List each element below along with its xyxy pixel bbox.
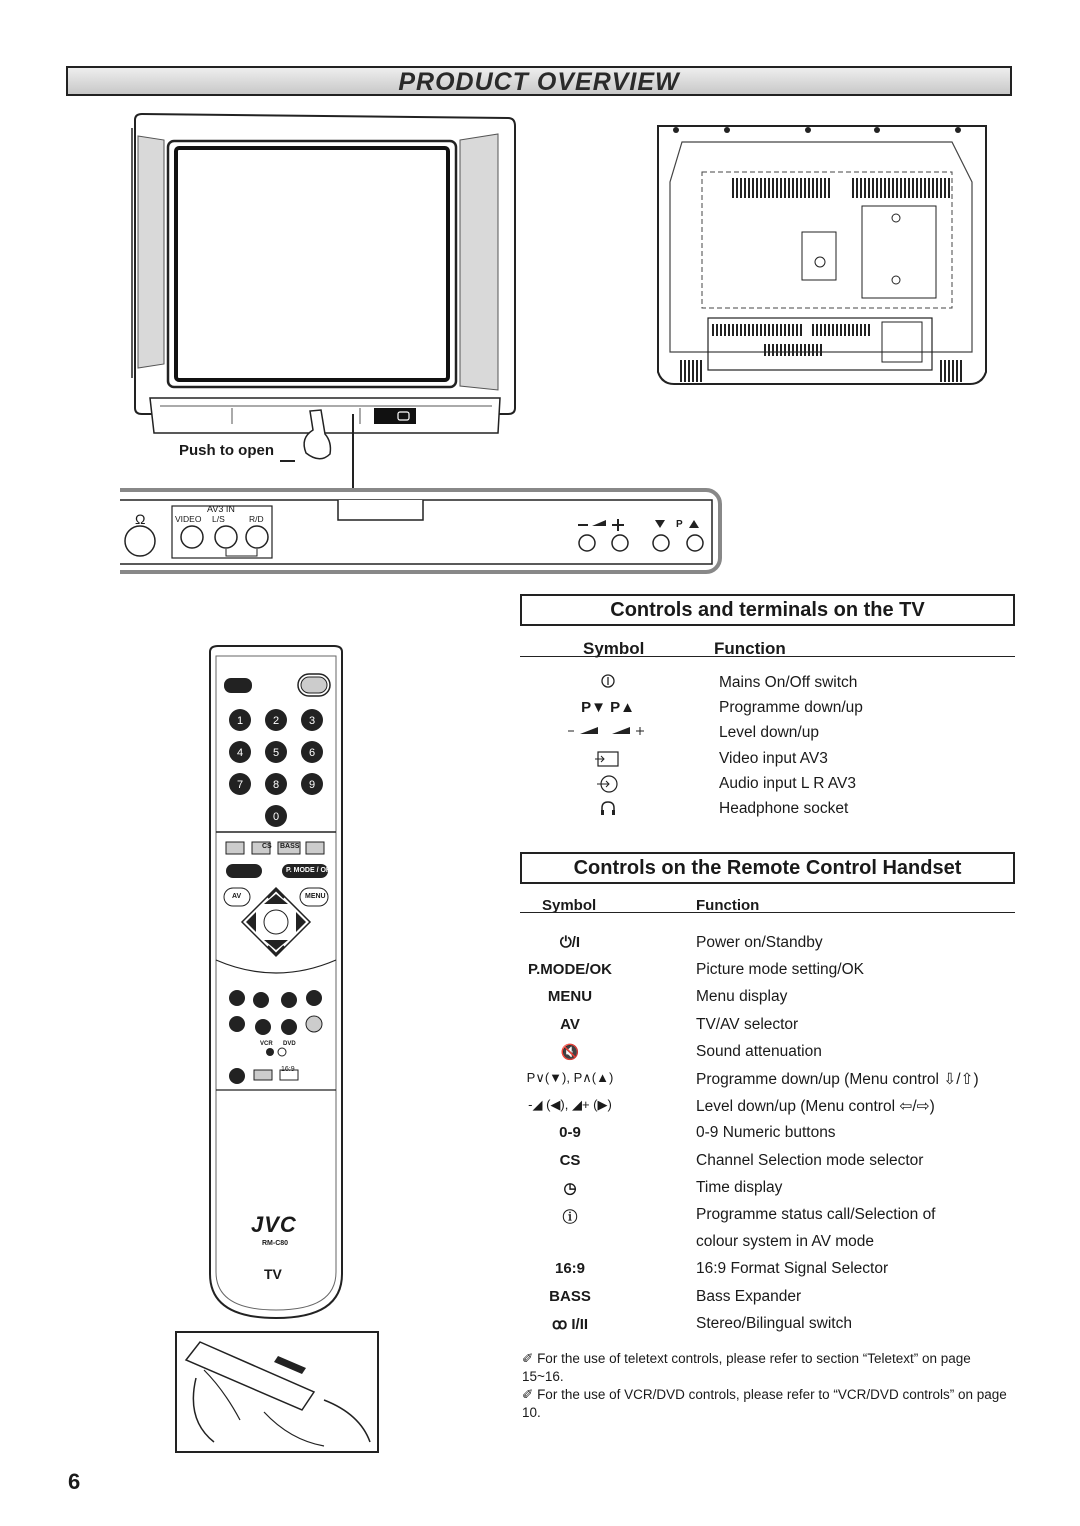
level-icon xyxy=(560,724,656,742)
remote-model-label: RM-C80 xyxy=(262,1240,289,1247)
remote-brand-logo: JVC xyxy=(251,1212,297,1237)
remote-vcr-label: VCR xyxy=(260,1041,273,1047)
remote-symbol: BASS xyxy=(549,1287,591,1305)
headphone-icon: Ω xyxy=(135,511,146,527)
remote-ratio-label: 16:9 xyxy=(281,1066,295,1073)
remote-header-rule xyxy=(520,912,1015,913)
tv-function-text: Audio input L R AV3 xyxy=(719,774,857,792)
remote-symbol: ⓘ xyxy=(562,1209,578,1226)
page-number: 6 xyxy=(68,1469,81,1494)
note-teletext: ✐ For the use of teletext controls, please refer to section “Teletext” on page 15~16. xyxy=(522,1351,971,1384)
remote-dvd-label: DVD xyxy=(283,1041,296,1047)
remote-function-text: Level down/up (Menu control ⇦/⇨) xyxy=(696,1098,935,1116)
tv-function-text: Programme down/up xyxy=(719,699,863,717)
remote-symbol: 🔇 xyxy=(560,1043,580,1061)
remote-symbol: MENU xyxy=(547,988,593,1006)
tv-function-text: Level down/up xyxy=(719,724,819,742)
tv-symbol-header: Symbol xyxy=(583,639,645,658)
remote-function-text: Sound attenuation xyxy=(696,1042,822,1060)
remote-digit-label: 1 xyxy=(236,715,244,727)
video-input-icon xyxy=(560,750,656,772)
remote-function-header: Function xyxy=(696,897,760,914)
rd-label: R/D xyxy=(249,514,264,524)
remote-function-text: colour system in AV mode xyxy=(696,1233,875,1251)
remote-function-text: Channel Selection mode selector xyxy=(696,1151,924,1169)
ls-label: L/S xyxy=(212,514,225,524)
tv-function-text: Headphone socket xyxy=(719,800,849,817)
remote-symbol: 16:9 xyxy=(554,1260,586,1278)
remote-symbol: CS xyxy=(559,1151,581,1169)
p-label: P xyxy=(676,519,683,530)
page-title-bar xyxy=(66,66,1012,96)
tv-symbol: P▼ P▲ xyxy=(581,699,635,717)
remote-digit-label: 2 xyxy=(272,715,280,727)
remote-symbol: -◢ (◀), ◢+ (▶) xyxy=(528,1097,612,1113)
remote-digit-label: 8 xyxy=(272,779,280,791)
tv-function-header: Function xyxy=(714,639,786,658)
remote-symbol: P∨(▼), P∧(▲) xyxy=(526,1070,614,1085)
tv-function-text: Mains On/Off switch xyxy=(719,674,858,691)
remote-tv-label: TV xyxy=(264,1266,282,1282)
remote-digit-label: 7 xyxy=(236,779,244,791)
battery-insertion-illustration xyxy=(174,1330,380,1454)
remote-symbol: 0-9 xyxy=(559,1124,581,1142)
remote-digit-label: 6 xyxy=(308,747,316,759)
remote-function-text: TV/AV selector xyxy=(696,1015,799,1033)
remote-function-text: 0-9 Numeric buttons xyxy=(696,1124,836,1142)
remote-symbol-header: Symbol xyxy=(542,897,597,914)
remote-function-text: 16:9 Format Signal Selector xyxy=(696,1260,889,1278)
remote-digit-label: 9 xyxy=(308,779,316,791)
remote-function-text: Picture mode setting/OK xyxy=(696,961,864,979)
remote-av-label: AV xyxy=(232,893,242,900)
remote-symbol: P.MODE/OK xyxy=(528,961,612,979)
av3-in-label: AV3 IN xyxy=(207,504,235,514)
remote-bass-label: BASS xyxy=(280,843,300,850)
remote-function-text: Time display xyxy=(696,1178,783,1196)
remote-function-text: Menu display xyxy=(696,988,788,1006)
remote-function-text: Stereo/Bilingual switch xyxy=(696,1314,852,1332)
remote-symbol: ◷ xyxy=(563,1179,577,1197)
page-title: PRODUCT OVERVIEW xyxy=(398,68,680,96)
note-vcr-dvd: ✐ For the use of VCR/DVD controls, please refer to “VCR/DVD controls” on page 10. xyxy=(522,1387,1007,1420)
power-switch-icon xyxy=(560,674,656,692)
headphone-icon xyxy=(560,800,656,820)
remote-menu-label: MENU xyxy=(305,893,326,900)
tv-function-text: Video input AV3 xyxy=(719,749,828,767)
remote-digit-label: 3 xyxy=(308,715,316,727)
tv-rear-illustration xyxy=(652,122,992,392)
remote-digit-label: 4 xyxy=(236,747,244,759)
push-to-open-label: Push to open xyxy=(179,442,274,459)
remote-function-text: Power on/Standby xyxy=(696,934,823,951)
remote-controls-title: Controls on the Remote Control Handset xyxy=(520,852,1015,884)
tv-header-rule xyxy=(520,656,1015,657)
tv-controls-title: Controls and terminals on the TV xyxy=(520,594,1015,626)
remote-pmode-label: P. MODE / OK xyxy=(286,867,331,874)
video-label: VIDEO xyxy=(175,514,202,524)
remote-symbol: AV xyxy=(560,1015,580,1033)
remote-function-text: Bass Expander xyxy=(696,1287,802,1305)
remote-digit-label: 0 xyxy=(272,811,280,823)
remote-digit-label: 5 xyxy=(272,747,280,759)
remote-function-text: Programme down/up (Menu control ⇩/⇧) xyxy=(696,1071,979,1088)
remote-function-text: Programme status call/Selection of xyxy=(696,1206,936,1223)
remote-cs-label: CS xyxy=(262,843,272,850)
audio-input-icon xyxy=(560,775,656,797)
remote-symbol: ⏻/I xyxy=(559,934,581,951)
remote-symbol: ꝏ I/II xyxy=(551,1315,589,1333)
